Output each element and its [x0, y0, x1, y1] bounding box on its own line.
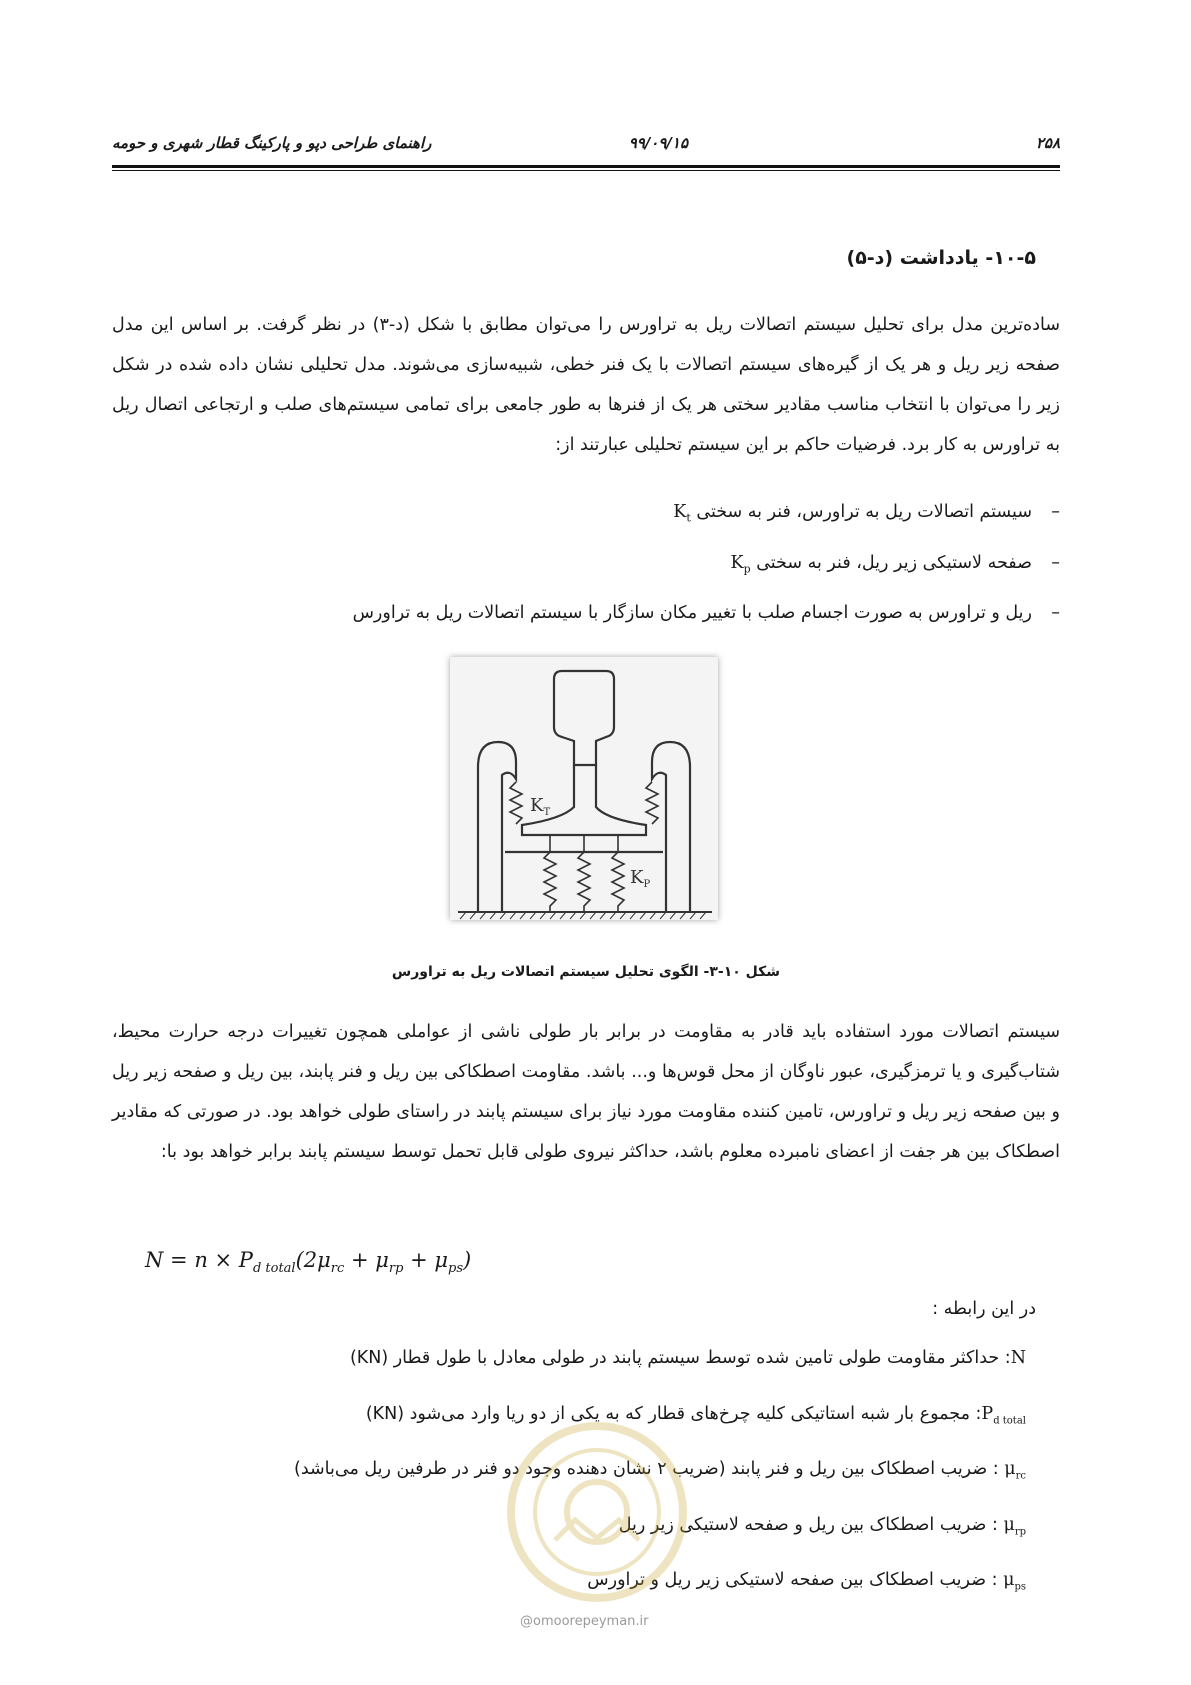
definition-item: $\mu_{rp}$ : ضریب اصطکاک بین ریل و صفحه لاستیکی زیر ریل: [618, 1514, 1026, 1537]
definition-item: N: حداکثر مقاومت طولی تامین شده توسط سیستم پابند در طولی معادل با طول قطار (KN): [349, 1348, 1026, 1368]
right-clip: [652, 742, 690, 912]
definitions-intro: در این رابطه :: [932, 1299, 1036, 1319]
spring-kt-left: [510, 782, 522, 824]
section-heading: ۱۰-۵- یادداشت (د-۵): [846, 247, 1036, 269]
header-rule: [112, 165, 1060, 168]
body-paragraph: سیستم اتصالات مورد استفاده باید قادر به مقاومت در برابر بار طولی ناشی از عواملی همچون تغییرات درجه حرارت محیط، شتاب‌گیری و یا ترمزگیری، عبور ناوگان از محل قوس‌ها و... باشد. مقاومت اصطکاکی بین ریل و فنر پابند، بین ریل و صفحه زیر ریل و بین صفحه زیر ریل و تراورس، تامین کننده مقاومت مورد نیاز برای سیستم پابند در راستای طولی خواهد بود. در صورتی که مقادیر اصطکاک بین هر جفت از اعضای نامبرده معلوم باشد، حداکثر نیروی طولی قابل تحمل توسط سیستم پابند برابر خواهد بود با:: [112, 1022, 1060, 1162]
label-kt: $K_T$: [530, 795, 551, 818]
book-title: راهنمای طراحی دپو و پارکینگ قطار شهری و حومه: [112, 134, 432, 152]
ground-hatch: [460, 912, 706, 919]
list-item: –ریل و تراورس به صورت اجسام صلب با تغییر مکان سازگار با سیستم اتصالات ریل به تراورس: [353, 591, 1060, 635]
definition-item: $\mu_{ps}$ : ضریب اصطکاک بین صفحه لاستیکی زیر ریل و تراورس: [587, 1570, 1026, 1593]
left-clip: [478, 742, 516, 912]
spring-kp-2: [578, 852, 590, 912]
dash-icon: –: [1051, 552, 1060, 573]
dash-icon: –: [1051, 603, 1060, 623]
label-kp: $K_P$: [630, 867, 651, 890]
page-number: ۲۵۸: [1035, 134, 1060, 152]
spring-kp-3: [612, 852, 624, 912]
rail-diagram: [450, 657, 718, 920]
intro-paragraph: ساده‌ترین مدل برای تحلیل سیستم اتصالات ریل به تراورس را می‌توان مطابق با شکل (د-۳) در نظر گرفت. بر اساس این مدل صفحه زیر ریل و هر یک از گیره‌های سیستم اتصالات با یک فنر خطی، شبیه‌سازی می‌شوند. مدل تحلیلی نشان داده شده در شکل زیر را می‌توان با انتخاب مناسب مقادیر سختی هر یک از فنرها به طور جامعی برای تمامی سیستم‌های صلب و ارتجاعی اتصال ریل به تراورس به کار برد. فرضیات حاکم بر این سیستم تحلیلی عبارتند از:: [112, 315, 1060, 455]
watermark-seal-icon: [505, 1420, 690, 1605]
list-item: –صفحه لاستیکی زیر ریل، فنر به سختی $K_p$: [353, 541, 1060, 592]
formula: $N = n \times P_{d total}(2\mu_{rc} + \mu_{rp} + \mu_{ps})$: [145, 1248, 472, 1277]
watermark-url: @omoorepeyman.ir: [520, 1614, 649, 1629]
dash-icon: –: [1051, 502, 1060, 522]
definition-item: $\mu_{rc}$ : ضریب اصطکاک بین ریل و فنر پابند (ضریب ۲ نشان دهنده وجود دو فنر در طرفین ریل می‌باشد): [294, 1459, 1026, 1482]
symbol-kt: $K_t$: [673, 502, 691, 525]
rail-fastening-figure: [450, 657, 718, 920]
rail-head: [554, 671, 614, 765]
symbol-kp: $K_p$: [730, 552, 751, 575]
list-item: –سیستم اتصالات ریل به تراورس، فنر به سختی $K_t$: [353, 490, 1060, 541]
definition-item: $P_{d total}$: مجموع بار شبه استاتیکی کلیه چرخ‌های قطار که به یکی از دو ریا وارد می‌شود (KN): [365, 1403, 1026, 1426]
header-rule-thin: [112, 170, 1060, 171]
page-header: [112, 132, 1060, 156]
header-date: ۹۹/۰۹/۱۵: [628, 134, 688, 152]
spring-kp-1: [544, 852, 556, 912]
spring-kt-right: [646, 782, 658, 824]
assumption-list: [353, 490, 1060, 635]
figure-caption: شکل ۱۰-۳- الگوی تحلیل سیستم اتصالات ریل به تراورس: [391, 964, 781, 980]
